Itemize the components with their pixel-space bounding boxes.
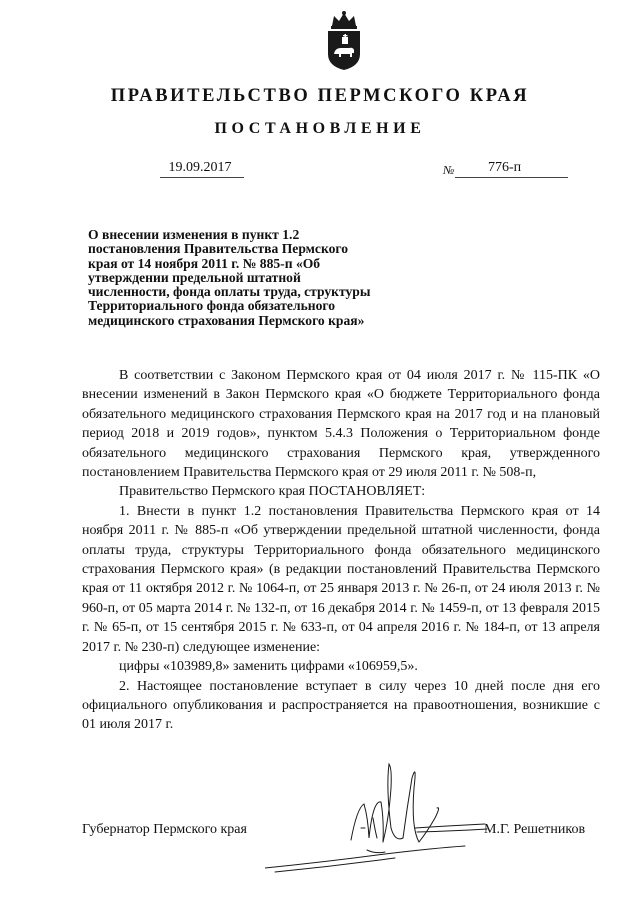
signer-name: М.Г. Решетников — [484, 822, 586, 837]
handwritten-signature — [265, 758, 500, 878]
document-body — [82, 366, 600, 735]
document-type: ПОСТАНОВЛЕНИЕ — [214, 120, 426, 137]
number-sign: № — [443, 163, 455, 177]
document-subject: О внесении изменения в пункт 1.2 постановления Правительства Пермского края от 14 ноября 2011 г. № 885-п «Об утверждении предельной штатной численности, фонда оплаты труда, структуры Территориального фонда обязательного медицинского страхования Пермского края» — [88, 227, 371, 328]
body-paragraph: цифры «103989,8» заменить цифрами «106959,5». — [119, 659, 418, 675]
body-paragraph: Правительство Пермского края ПОСТАНОВЛЯЕТ: — [119, 484, 426, 500]
number-underline — [455, 177, 568, 178]
body-paragraph: В соответствии с Законом Пермского края от 04 июля 2017 г. № 115-ПК «О внесении изменений в Закон Пермского края «О бюджете Территориального фонда обязательного медицинского страхования Пермского края на 2017 год и на плановый период 2018 и 2019 годов», пунктом 5.4.3 Положения о Территориальном фонде обязательного медицинского страхования Пермского края, утвержденного постановлением Правительства Пермского края от 29 июля 2011 г. № 508-п, — [82, 368, 600, 481]
document-date: 19.09.2017 — [168, 160, 232, 175]
signer-title: Губернатор Пермского края — [82, 822, 247, 837]
body-paragraph: 2. Настоящее постановление вступает в силу через 10 дней после дня его официального опубликования и распространяется на правоотношения, возникшие с 01 июля 2017 г. — [82, 678, 600, 733]
government-name: ПРАВИТЕЛЬСТВО ПЕРМСКОГО КРАЯ — [110, 86, 530, 106]
document-number: 776-п — [488, 160, 522, 175]
date-underline — [160, 177, 244, 178]
body-paragraph: 1. Внести в пункт 1.2 постановления Правительства Пермского края от 14 ноября 2011 г. № 885-п «Об утверждении предельной штатной численности, фонда оплаты труда, структуры Территориального фонда обязательного медицинского страхования Пермского края» (в редакции постановлений Правительства Пермского края от 11 октября 2012 г. № 1064-п, от 25 января 2013 г. № 26-п, от 24 июля 2013 г. № 960-п, от 05 марта 2014 г. № 132-п, от 16 декабря 2014 г. № 1459-п, от 13 февраля 2015 г. № 65-п, от 15 сентября 2015 г. № 633-п, от 04 апреля 2016 г. № 184-п, от 13 апреля 2017 г. № 230-п) следующее изменение: — [82, 503, 600, 655]
perm-krai-coat-of-arms-icon — [322, 10, 366, 72]
